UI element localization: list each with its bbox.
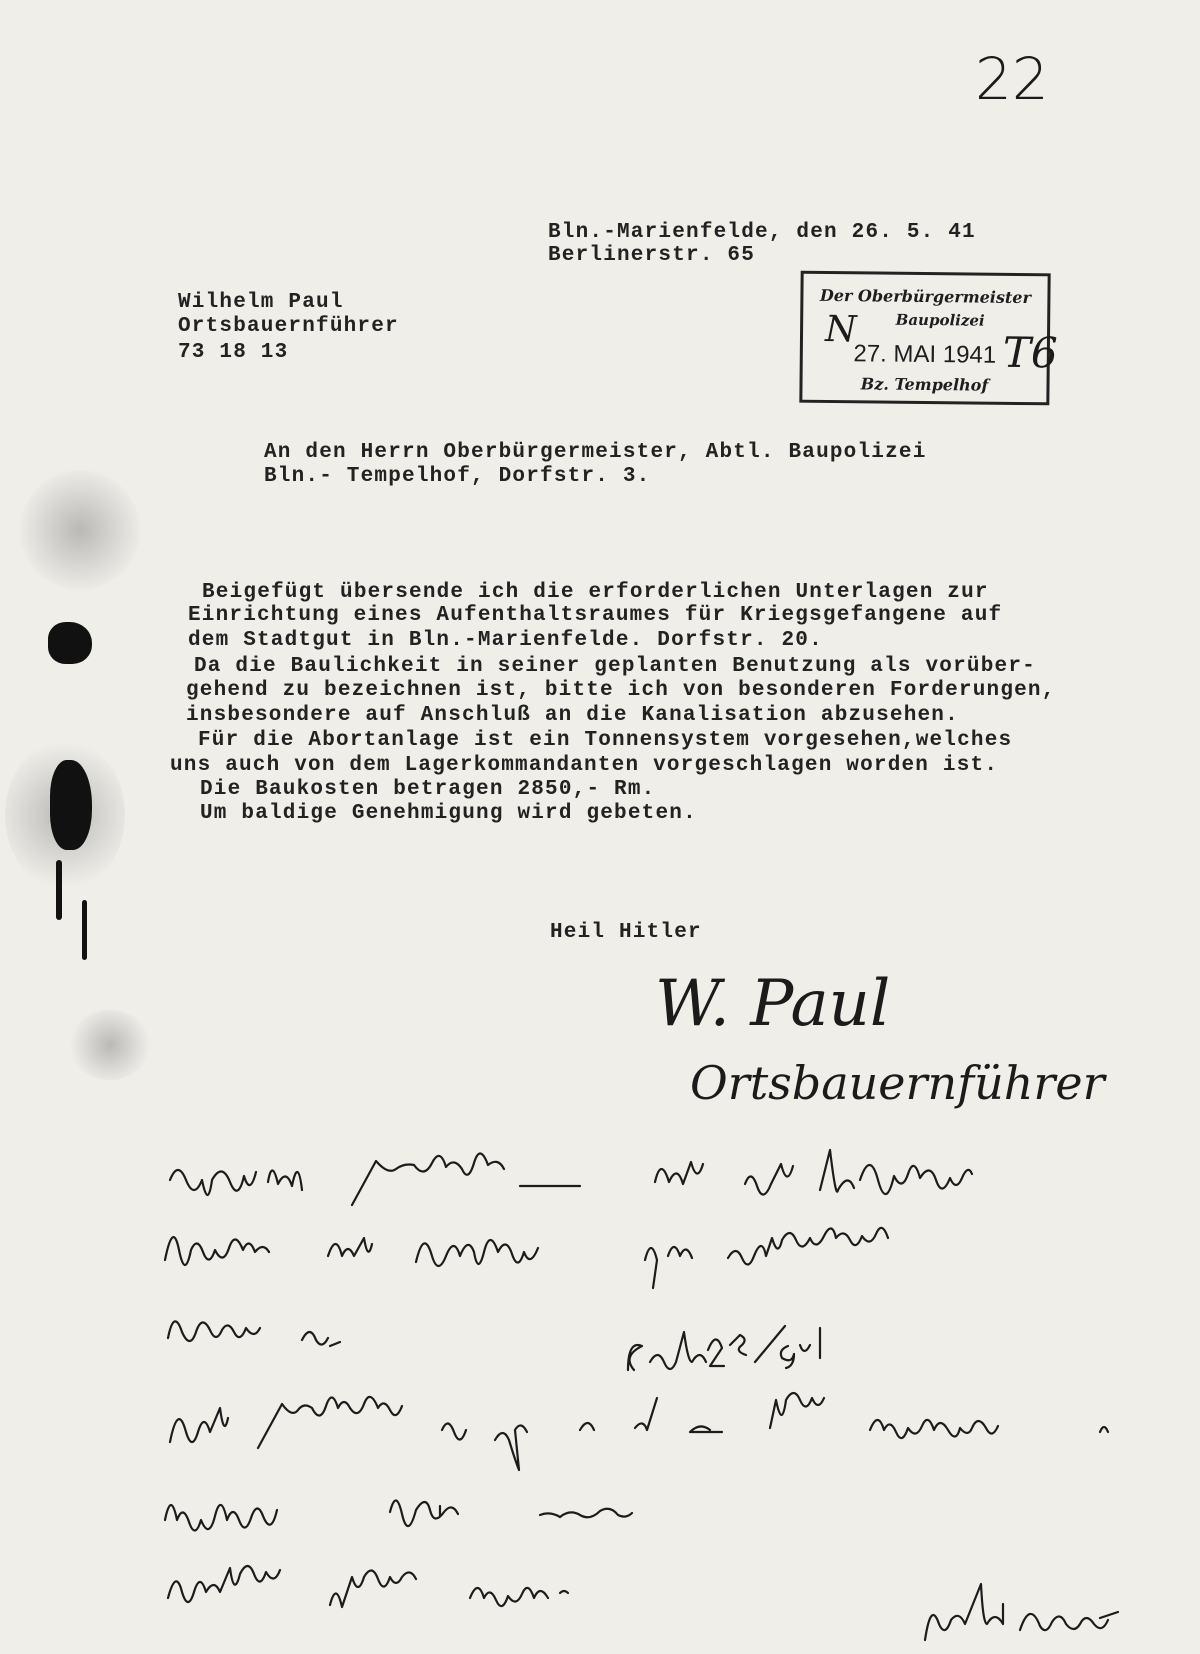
handwritten-annotation-line	[168, 1566, 568, 1607]
stamp-department: Baupolizei	[895, 310, 985, 330]
handwritten-annotation-signature	[925, 1584, 1118, 1640]
handwritten-annotation-line	[165, 1500, 632, 1530]
stamp-handwritten-mark: N	[824, 308, 857, 351]
signature-title: Ortsbauernführer	[690, 1056, 1105, 1110]
sender-title: Ortsbauernführer	[178, 315, 399, 338]
handwritten-annotation-line	[170, 1150, 972, 1205]
stamp-district: Bz. Tempelhof	[860, 374, 989, 395]
stamp-handwritten-annotation: T6	[1002, 327, 1058, 378]
sender-name: Wilhelm Paul	[178, 291, 344, 314]
body-line: Für die Abortanlage ist ein Tonnensystem vorgesehen,welches	[198, 729, 1013, 752]
body-line: Um baldige Genehmigung wird gebeten.	[200, 802, 697, 825]
handwritten-annotation-line	[165, 1228, 888, 1288]
body-line: uns auch von dem Lagerkommandanten vorgeschlagen worden ist.	[170, 754, 999, 777]
body-line: gehend zu bezeichnen ist, bitte ich von besonderen Forderungen,	[186, 679, 1056, 702]
handwritten-annotation-line	[168, 1321, 340, 1346]
body-line: Die Baukosten betragen 2850,- Rm.	[200, 778, 656, 801]
handwritten-annotation-line	[170, 1393, 1108, 1470]
stamp-authority: Der Oberbürgermeister	[819, 285, 1032, 308]
handwritten-annotation-line	[628, 1326, 820, 1370]
signature-name: W. Paul	[655, 967, 891, 1041]
stamp-date: 27. MAI 1941	[853, 340, 997, 369]
body-line: dem Stadtgut in Bln.-Marienfelde. Dorfstr. 20.	[188, 629, 823, 652]
street-address: Berlinerstr. 65	[548, 244, 756, 267]
body-line: Beigefügt übersende ich die erforderlichen Unterlagen zur	[202, 581, 989, 604]
recipient-line: Bln.- Tempelhof, Dorfstr. 3.	[264, 465, 651, 488]
body-line: Einrichtung eines Aufenthaltsraumes für Kriegsgefangene auf	[188, 604, 1003, 627]
page-number: 22	[975, 45, 1049, 113]
place-date: Bln.-Marienfelde, den 26. 5. 41	[548, 221, 976, 244]
closing-salutation: Heil Hitler	[550, 921, 702, 944]
body-line: Da die Baulichkeit in seiner geplanten Benutzung als vorüber-	[194, 655, 1036, 678]
sender-phone: 73 18 13	[178, 341, 289, 364]
body-line: insbesondere auf Anschluß an die Kanalisation abzusehen.	[186, 704, 959, 727]
recipient-line: An den Herrn Oberbürgermeister, Abtl. Baupolizei	[264, 441, 927, 464]
